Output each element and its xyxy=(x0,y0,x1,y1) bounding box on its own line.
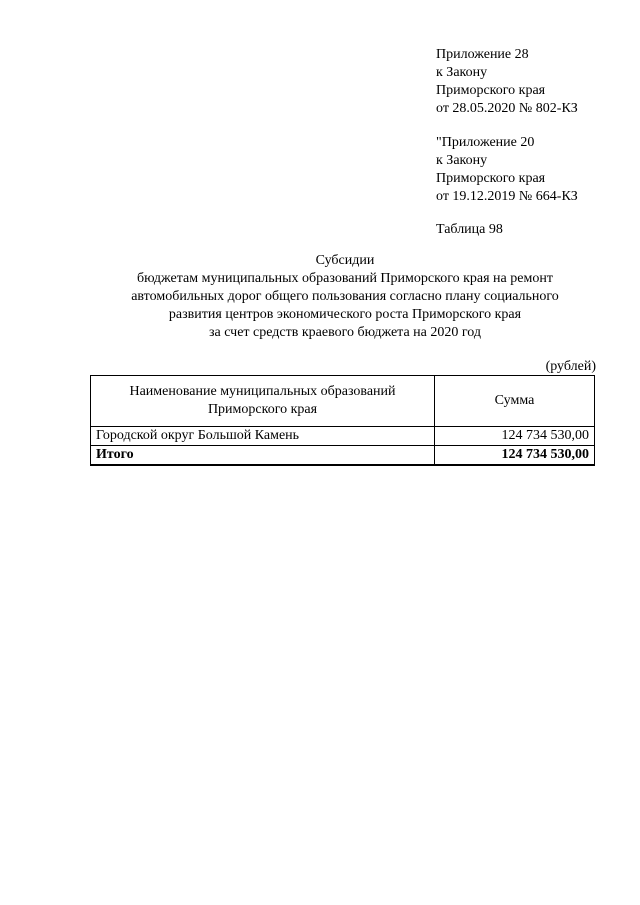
table-number: Таблица 98 xyxy=(436,222,503,237)
column-header-sum: Сумма xyxy=(435,376,595,427)
annex-line: к Закону xyxy=(436,65,488,80)
column-header-name: Наименование муниципальных образований Приморского края xyxy=(91,376,435,427)
unit-label: (рублей) xyxy=(545,359,596,374)
annex-line: Приложение 28 xyxy=(436,47,529,62)
total-sum-cell: 124 734 530,00 xyxy=(435,446,595,466)
original-annex-line: Приморского края xyxy=(436,171,546,186)
table-header-row xyxy=(91,376,595,427)
original-annex-line: от 19.12.2019 № 664-КЗ xyxy=(436,189,578,204)
title-line: бюджетам муниципальных образований Приморского края на ремонт xyxy=(137,271,553,286)
subsidy-table xyxy=(90,375,595,466)
table-row xyxy=(91,427,595,446)
original-annex-header xyxy=(436,134,578,206)
annex-line: Приморского края xyxy=(436,83,546,98)
original-annex-line: "Приложение 20 xyxy=(436,135,535,150)
municipality-name-cell: Городской округ Большой Камень xyxy=(91,427,435,446)
total-row xyxy=(91,446,595,466)
title-line: развития центров экономического роста Приморского края xyxy=(168,307,522,322)
sum-cell: 124 734 530,00 xyxy=(435,427,595,446)
title-line: автомобильных дорог общего пользования согласно плану социального xyxy=(131,289,559,304)
title-line: за счет средств краевого бюджета на 2020 год xyxy=(208,325,481,340)
annex-header xyxy=(436,46,578,118)
original-annex-line: к Закону xyxy=(436,153,488,168)
title-line: Субсидии xyxy=(315,253,375,268)
annex-line: от 28.05.2020 № 802-КЗ xyxy=(436,101,578,116)
document-title xyxy=(90,252,600,342)
total-label-cell: Итого xyxy=(91,446,435,466)
